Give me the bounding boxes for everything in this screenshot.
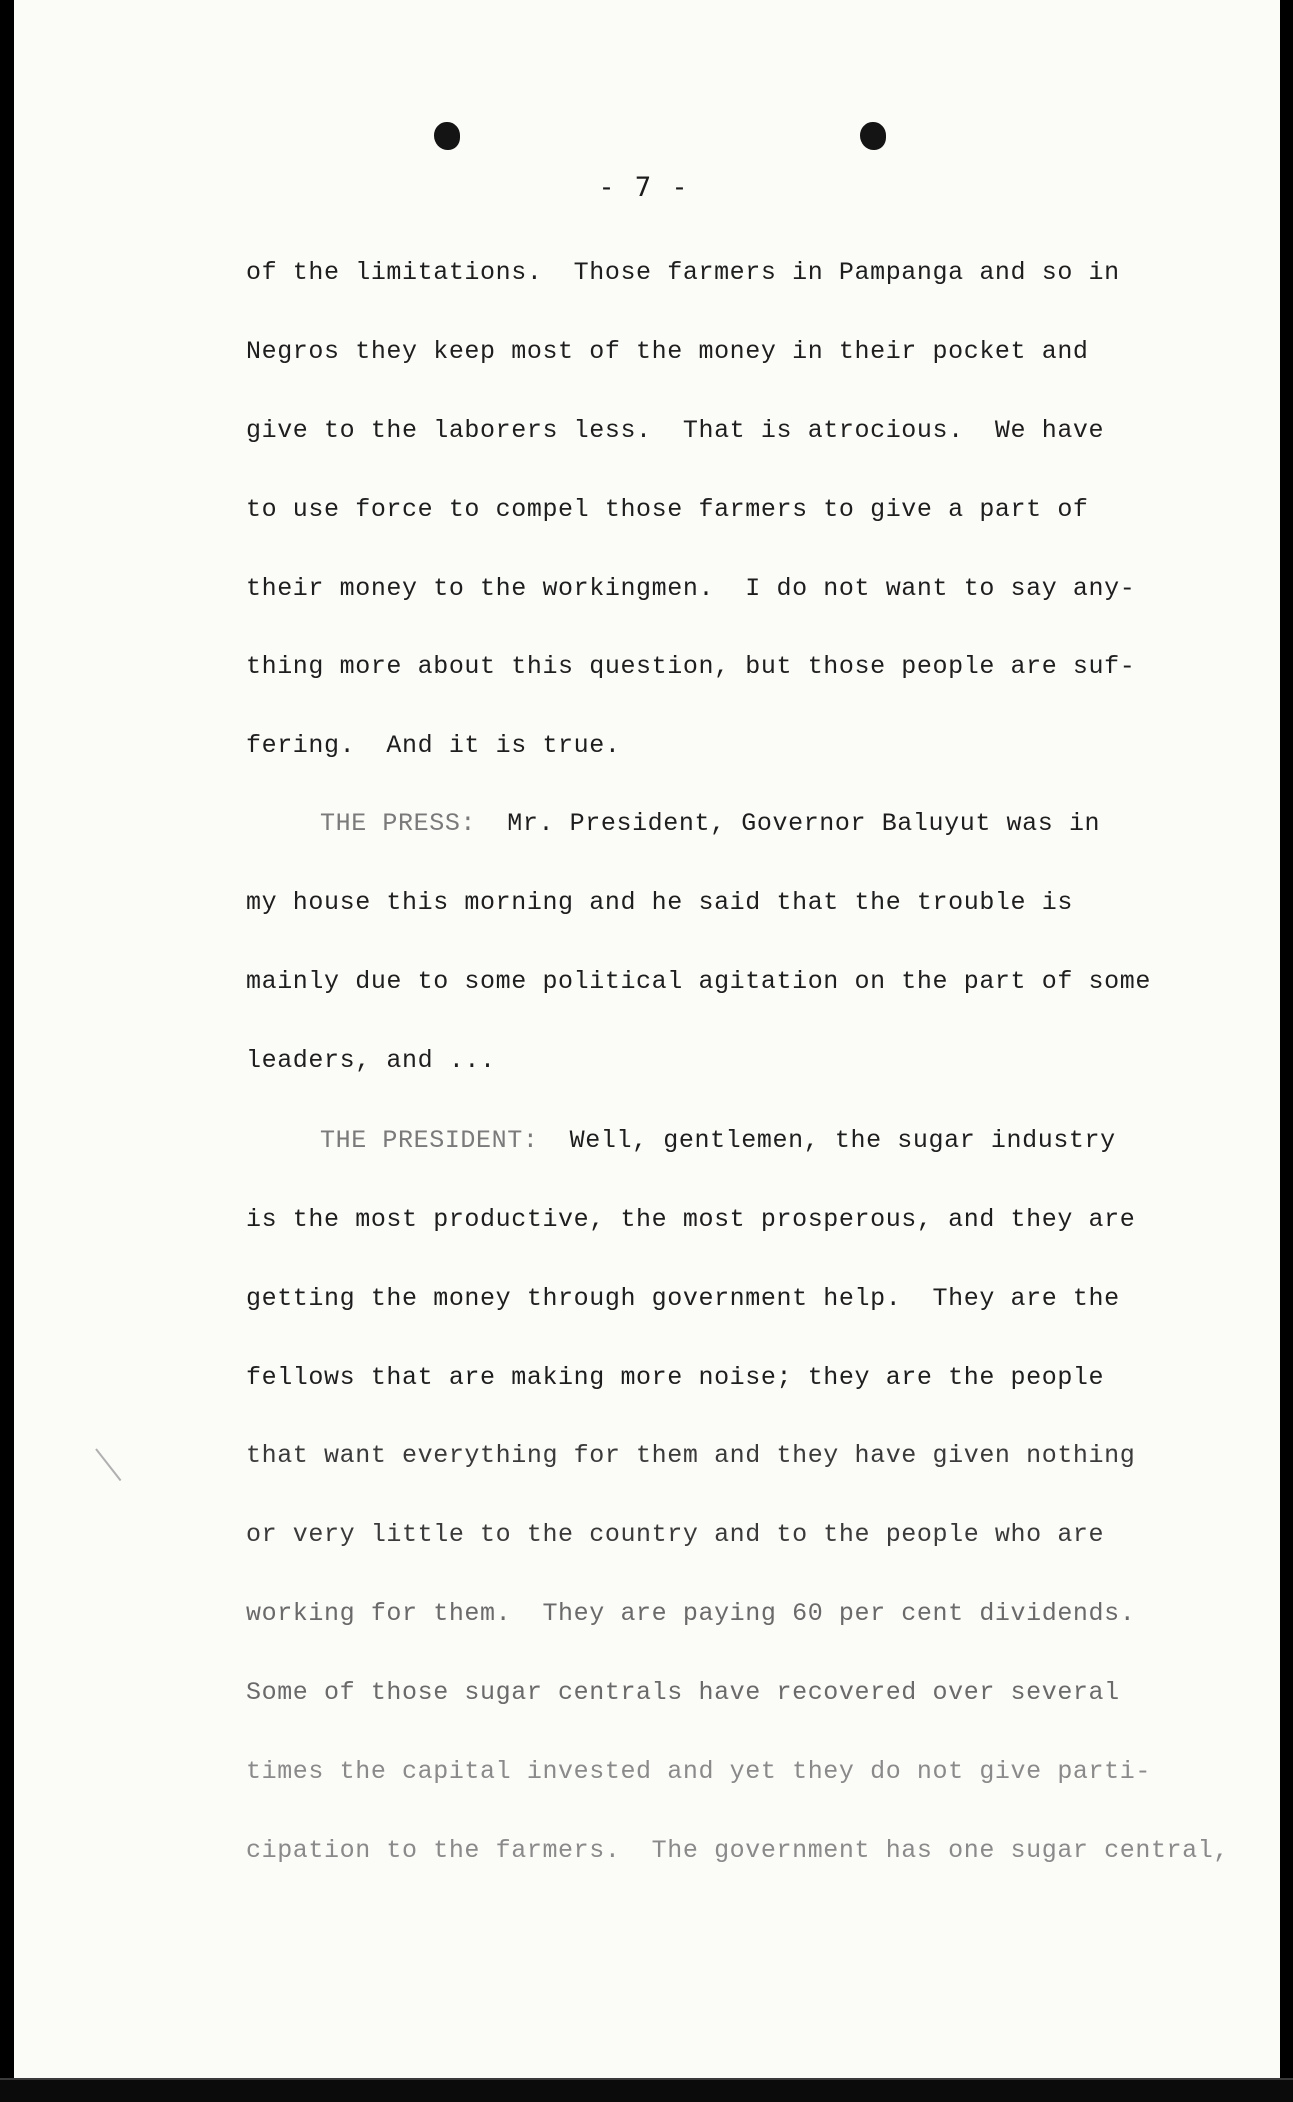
speaker-label: THE PRESS: (320, 809, 477, 838)
president-text: Well, gentlemen, the sugar industry (569, 1126, 1116, 1155)
document-page (14, 0, 1280, 2078)
speaker-label: THE PRESIDENT: (320, 1126, 539, 1155)
text-line: their money to the workingmen. I do not want to say any- (246, 574, 1136, 603)
punch-hole-right (860, 122, 886, 150)
text-line: my house this morning and he said that the trouble is (246, 888, 1073, 917)
stray-mark (95, 1448, 121, 1481)
page-number: - 7 - (598, 172, 690, 203)
text-line: getting the money through government help. They are the (246, 1284, 1120, 1313)
text-line: to use force to compel those farmers to give a part of (246, 495, 1089, 524)
text-line: of the limitations. Those farmers in Pampanga and so in (246, 258, 1120, 287)
text-line: mainly due to some political agitation on the part of some (246, 967, 1151, 996)
text-line: give to the laborers less. That is atrocious. We have (246, 416, 1105, 445)
text-line: is the most productive, the most prosperous, and they are (246, 1205, 1136, 1234)
president-paragraph-first-line (320, 1126, 1293, 1156)
text-line: fellows that are making more noise; they are the people (246, 1363, 1105, 1392)
press-paragraph-first-line (320, 809, 1293, 839)
text-line: fering. And it is true. (246, 731, 621, 760)
text-line: leaders, and ... (246, 1046, 496, 1075)
punch-hole-left (434, 122, 460, 150)
press-text: Mr. President, Governor Baluyut was in (507, 809, 1101, 838)
text-line: times the capital invested and yet they do not give parti- (246, 1757, 1151, 1786)
text-line: that want everything for them and they have given nothing (246, 1441, 1136, 1470)
text-line: Negros they keep most of the money in their pocket and (246, 337, 1089, 366)
text-line: thing more about this question, but those people are suf- (246, 652, 1136, 681)
scan-border (0, 2078, 1293, 2102)
text-line: working for them. They are paying 60 per cent dividends. (246, 1599, 1136, 1628)
text-line: or very little to the country and to the people who are (246, 1520, 1105, 1549)
text-line: cipation to the farmers. The government has one sugar central, (246, 1836, 1229, 1865)
text-line: Some of those sugar centrals have recovered over several (246, 1678, 1120, 1707)
